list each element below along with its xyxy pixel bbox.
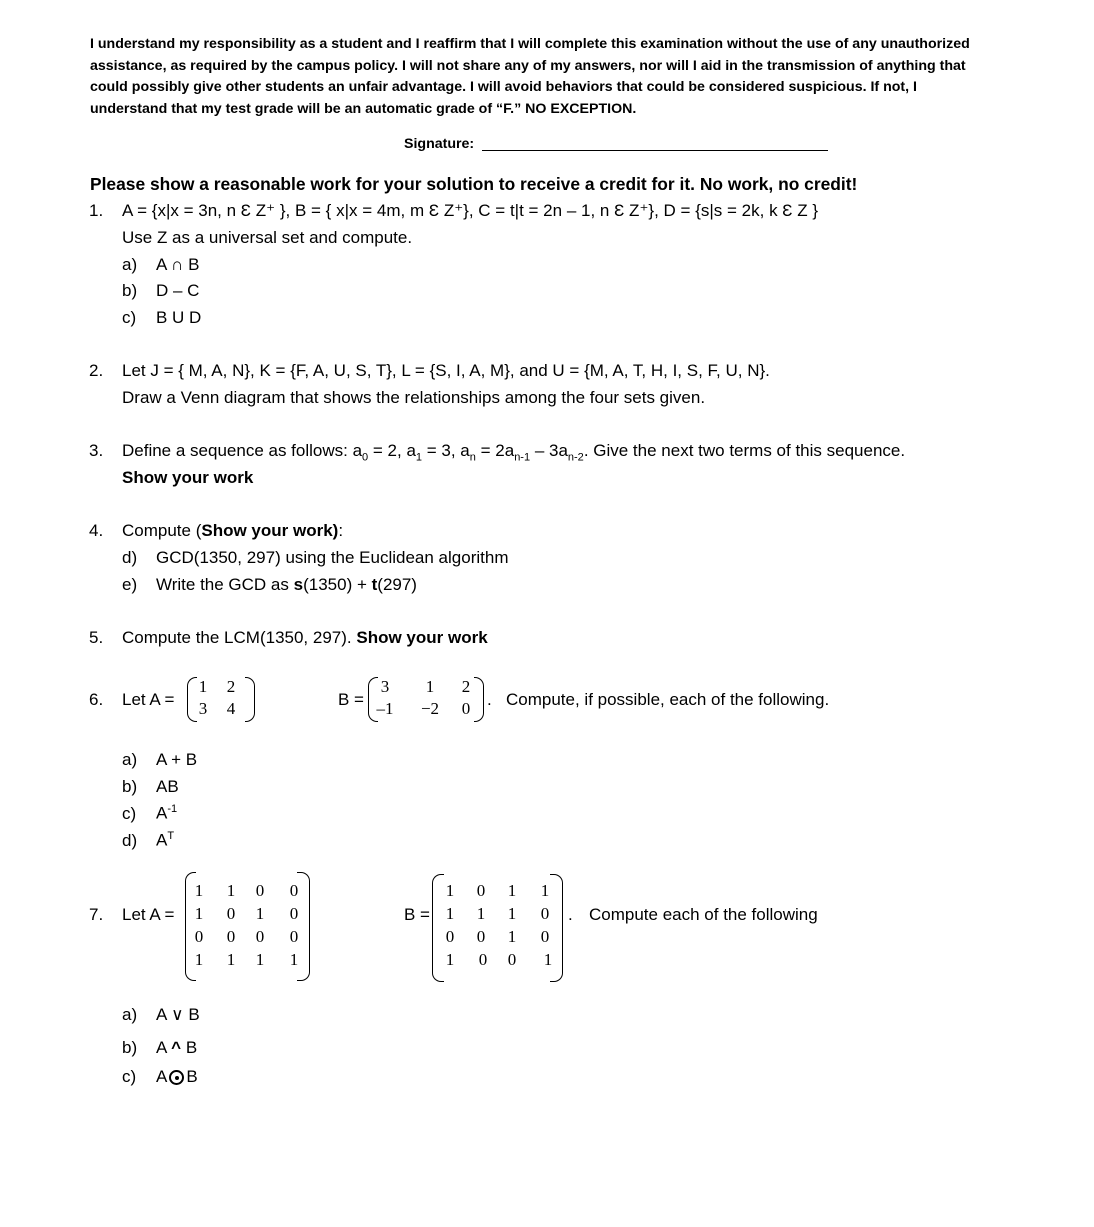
- superscript: -1: [167, 803, 178, 815]
- q3-text: = 2a: [475, 441, 515, 460]
- q5-text: [122, 628, 488, 648]
- matrix-cell: 3: [198, 699, 208, 718]
- matrix-cell: 0: [289, 927, 299, 946]
- q4-part-e: [122, 575, 417, 595]
- matrix-cell: 1: [194, 950, 204, 969]
- operand: B: [186, 1067, 198, 1086]
- q6-part-c: [122, 803, 177, 824]
- part-label: c): [122, 1067, 137, 1086]
- matrix-cell: 4: [226, 699, 236, 718]
- q7-part-b: [122, 1038, 197, 1058]
- matrix-cell: 1: [425, 677, 435, 696]
- q1-part-c: [122, 308, 201, 328]
- q4-bold: Show your work): [201, 521, 339, 540]
- part-text: (1350) +: [303, 575, 372, 594]
- matrix-cell: 0: [445, 927, 455, 946]
- honor-line: understand that my test grade will be an automatic grade of “F.” NO EXCEPTION.: [90, 100, 637, 117]
- and-operator: ^: [171, 1038, 182, 1057]
- matrix-cell: 1: [507, 927, 517, 946]
- question-number: 3.: [89, 441, 104, 460]
- period: .: [568, 905, 573, 924]
- q5-text: Compute the LCM(1350, 297).: [122, 628, 357, 647]
- matrix-cell: 0: [540, 904, 550, 923]
- q6-instruction: Compute, if possible, each of the following.: [506, 690, 830, 709]
- q4-text: :: [338, 521, 344, 540]
- matrix-cell: –1: [376, 699, 394, 718]
- q4-part-d: [122, 548, 508, 568]
- q6-let-b: B =: [338, 690, 364, 709]
- operand: A: [156, 1005, 167, 1024]
- matrix-cell: 1: [194, 904, 204, 923]
- part-text: B U D: [156, 308, 202, 327]
- matrix-cell: 1: [476, 904, 486, 923]
- q3-text: – 3a: [530, 441, 568, 460]
- q7-part-a: [122, 1005, 200, 1025]
- q3-text: Define a sequence as follows: a: [122, 441, 363, 460]
- q3-definition: [122, 441, 905, 463]
- part-text: A: [156, 803, 168, 823]
- q1-sets: A = {x|x = 3n, n Ɛ Z⁺ }, B = { x|x = 4m, m Ɛ Z⁺}, C = t|t = 2n – 1, n Ɛ Z⁺}, D = {s|s = 2k, k Ɛ Z }: [122, 201, 819, 220]
- q2-line2: Draw a Venn diagram that shows the relationships among the four sets given.: [122, 388, 706, 407]
- part-bold: t: [371, 575, 378, 594]
- matrix-cell: 1: [226, 881, 236, 900]
- right-paren: [245, 677, 255, 722]
- q7-part-c: [122, 1067, 198, 1087]
- q4-text: Compute (: [122, 521, 202, 540]
- question-number: 2.: [89, 361, 104, 380]
- matrix-cell: 0: [226, 904, 236, 923]
- matrix-cell: 0: [255, 881, 265, 900]
- question-number: 5.: [89, 628, 104, 647]
- part-bold: s: [293, 575, 304, 594]
- part-text: GCD(1350, 297) using the Euclidean algorithm: [156, 548, 509, 567]
- matrix-cell: 1: [289, 950, 299, 969]
- matrix-cell: 1: [226, 950, 236, 969]
- matrix-cell: 1: [543, 950, 553, 969]
- period: .: [487, 690, 492, 709]
- q3-show-work: Show your work: [122, 468, 254, 487]
- q5-bold: Show your work: [356, 628, 488, 647]
- part-label: b): [122, 281, 138, 300]
- matrix-cell: 1: [194, 881, 204, 900]
- part-label: a): [122, 1005, 138, 1024]
- part-text: Write the GCD as: [156, 575, 294, 594]
- q6-let-a: Let A =: [122, 690, 175, 709]
- part-label: c): [122, 803, 137, 823]
- subscript: n-1: [514, 451, 531, 464]
- q1-part-b: [122, 281, 199, 301]
- matrix-cell: 0: [507, 950, 517, 969]
- matrix-cell: 0: [478, 950, 488, 969]
- q3-text: = 3, a: [422, 441, 470, 460]
- part-label: d): [122, 548, 138, 567]
- matrix-cell: 1: [445, 881, 455, 900]
- part-text: (297): [377, 575, 417, 594]
- part-label: b): [122, 777, 138, 796]
- q4-intro: [122, 521, 343, 541]
- part-text: A ∩ B: [156, 255, 200, 274]
- matrix-cell: 1: [255, 950, 265, 969]
- part-label: e): [122, 575, 138, 594]
- matrix-cell: 3: [380, 677, 390, 696]
- part-label: c): [122, 308, 137, 327]
- honor-line: assistance, as required by the campus policy. I will not share any of my answers, nor will I aid in the transmission of anything that: [90, 57, 966, 74]
- operand: A: [156, 1067, 168, 1086]
- part-text: A: [156, 830, 168, 850]
- matrix-cell: 1: [198, 677, 208, 696]
- matrix-cell: 1: [445, 950, 455, 969]
- boolean-product-icon: [169, 1070, 184, 1085]
- matrix-cell: 0: [476, 881, 486, 900]
- operand: B: [185, 1038, 198, 1057]
- subscript: 0: [362, 451, 369, 464]
- subscript: n-2: [567, 451, 584, 464]
- q6-part-d: [122, 830, 174, 851]
- matrix-cell: 1: [507, 881, 517, 900]
- signature-label: Signature:: [404, 136, 475, 152]
- q3-text: . Give the next two terms of this sequence.: [583, 441, 906, 460]
- matrix-cell: 0: [255, 927, 265, 946]
- question-number: 7.: [89, 905, 104, 924]
- matrix-cell: 1: [540, 881, 550, 900]
- matrix-cell: 1: [255, 904, 265, 923]
- honor-statement: [90, 34, 1010, 120]
- q1-part-a: [122, 255, 199, 275]
- matrix-cell: 0: [476, 927, 486, 946]
- honor-line: I understand my responsibility as a student and I reaffirm that I will complete this examination without the use of any unauthorized: [90, 36, 970, 52]
- matrix-cell: 1: [507, 904, 517, 923]
- question-number: 1.: [89, 201, 104, 220]
- part-label: a): [122, 750, 138, 769]
- q7-instruction: Compute each of the following: [589, 905, 818, 924]
- part-label: b): [122, 1038, 138, 1057]
- matrix-cell: 0: [540, 927, 550, 946]
- instructions: Please show a reasonable work for your solution to receive a credit for it. No work, no credit!: [90, 174, 858, 194]
- q3-text: = 2, a: [368, 441, 416, 460]
- matrix-cell: 0: [289, 904, 299, 923]
- part-label: d): [122, 830, 138, 850]
- part-text: D – C: [156, 281, 200, 300]
- matrix-cell: 0: [461, 699, 471, 718]
- q7-let-b: B =: [404, 905, 430, 924]
- q7-let-a: Let A =: [122, 905, 175, 924]
- subscript: n: [469, 451, 476, 464]
- q6-part-b: [122, 777, 179, 797]
- part-text: AB: [156, 777, 179, 796]
- honor-line: could possibly give other students an unfair advantage. I will avoid behaviors that could be considered suspicious. If not, I: [90, 79, 917, 96]
- question-number: 6.: [89, 690, 104, 709]
- matrix-cell: 0: [194, 927, 204, 946]
- q2-line1: Let J = { M, A, N}, K = {F, A, U, S, T}, L = {S, I, A, M}, and U = {M, A, T, H, I, S, F, U, N}.: [122, 361, 770, 380]
- part-text: A + B: [156, 750, 198, 769]
- q6-part-a: [122, 750, 197, 770]
- matrix-cell: −2: [420, 699, 440, 718]
- matrix-cell: 2: [226, 677, 236, 696]
- operand: A: [156, 1038, 167, 1057]
- operand: B: [188, 1005, 200, 1024]
- matrix-cell: 1: [445, 904, 455, 923]
- q1-instruction: Use Z as a universal set and compute.: [122, 228, 413, 247]
- matrix-cell: 0: [226, 927, 236, 946]
- matrix-cell: 0: [289, 881, 299, 900]
- question-number: 4.: [89, 521, 104, 540]
- signature-line[interactable]: [482, 150, 828, 151]
- superscript: T: [167, 830, 175, 842]
- part-label: a): [122, 255, 138, 274]
- subscript: 1: [415, 451, 423, 464]
- matrix-cell: 2: [461, 677, 471, 696]
- or-operator: ∨: [171, 1005, 184, 1024]
